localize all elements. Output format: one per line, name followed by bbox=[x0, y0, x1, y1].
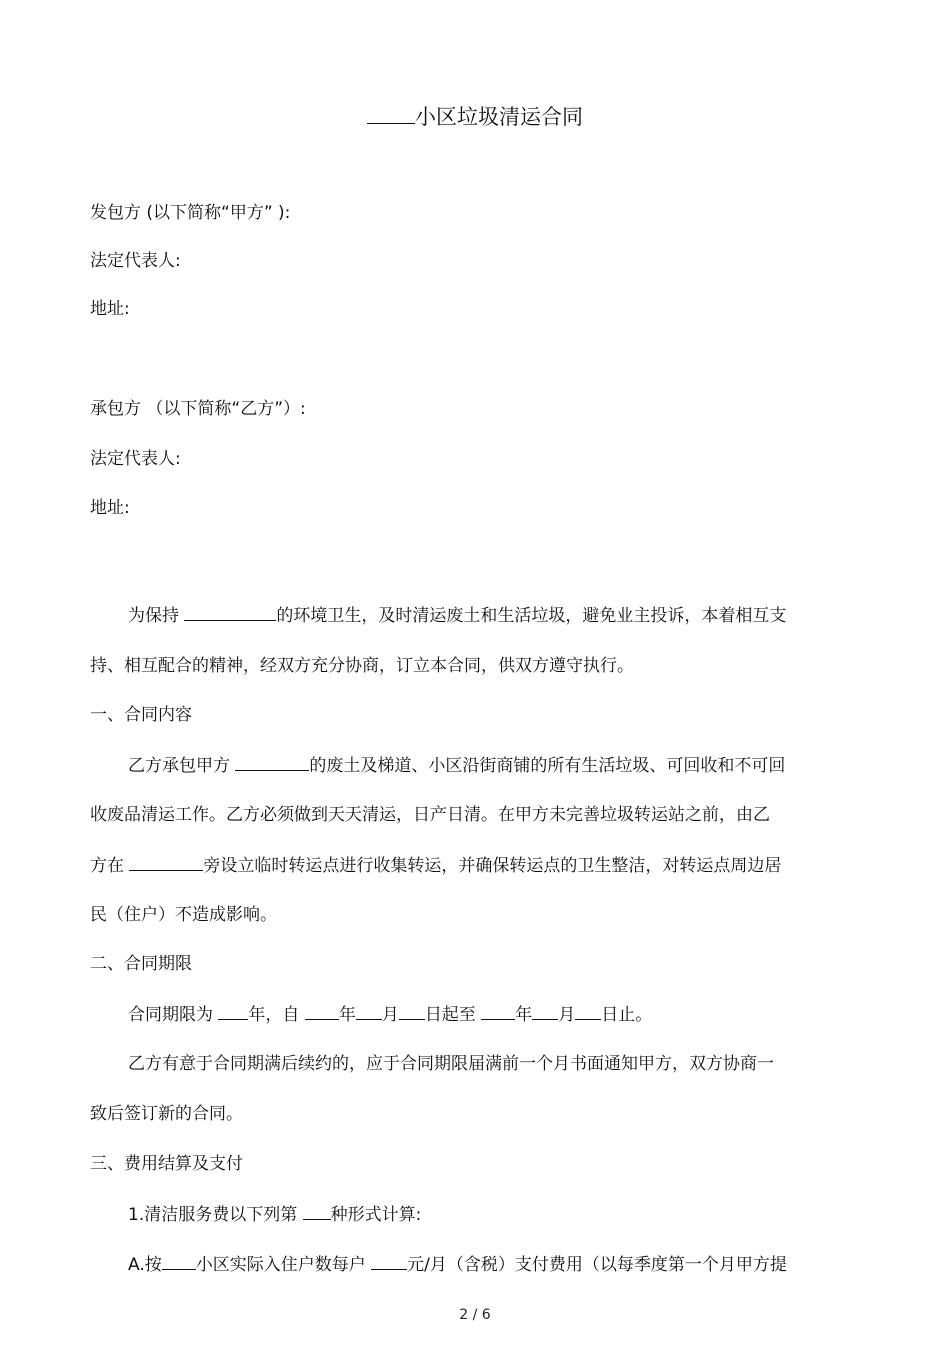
fill-blank bbox=[532, 1003, 558, 1020]
fill-blank bbox=[575, 1003, 601, 1020]
section-1-heading: 一、合同内容 bbox=[90, 705, 192, 725]
renewal-line-2: 致后签订新的合同。 bbox=[90, 1104, 243, 1124]
title-blank bbox=[367, 107, 415, 124]
fill-blank bbox=[371, 1253, 407, 1270]
party-a-rep: 法定代表人: bbox=[90, 251, 181, 271]
fee-item-1: 1.清洁服务费以下列第 种形式计算: bbox=[128, 1205, 422, 1225]
party-b-rep: 法定代表人: bbox=[90, 449, 181, 469]
fill-blank bbox=[129, 854, 203, 871]
s1-line-4: 民（住户）不造成影响。 bbox=[90, 905, 277, 925]
fill-blank bbox=[303, 1203, 331, 1220]
fill-blank bbox=[305, 1003, 339, 1020]
page-number: 2 / 6 bbox=[459, 1307, 491, 1323]
fill-blank bbox=[235, 754, 309, 771]
fill-blank bbox=[356, 1003, 382, 1020]
section-2-heading: 二、合同期限 bbox=[90, 954, 192, 974]
fill-blank bbox=[184, 604, 276, 621]
s1-line-3: 方在 旁设立临时转运点进行收集转运，并确保转运点的卫生整洁，对转运点周边居 bbox=[90, 856, 782, 876]
intro-line-2: 持、相互配合的精神，经双方充分协商，订立本合同，供双方遵守执行。 bbox=[90, 656, 634, 676]
fee-item-a: A.按 小区实际入住户数每户 元/月（含税）支付费用（以每季度第一个月甲方提 bbox=[128, 1255, 787, 1275]
document-title: 小区垃圾清运合同 bbox=[0, 104, 950, 130]
party-b-address: 地址: bbox=[90, 498, 130, 518]
section-3-heading: 三、费用结算及支付 bbox=[90, 1154, 243, 1174]
party-a-address: 地址: bbox=[90, 299, 130, 319]
fill-blank bbox=[162, 1253, 196, 1270]
intro-line-1: 为保持 的环境卫生，及时清运废土和生活垃圾，避免业主投诉，本着相互支 bbox=[128, 606, 787, 626]
s1-line-1: 乙方承包甲方 的废土及梯道、小区沿街商铺的所有生活垃圾、可回收和不可回 bbox=[128, 756, 786, 776]
renewal-line-1: 乙方有意于合同期满后续约的，应于合同期限届满前一个月书面通知甲方，双方协商一 bbox=[128, 1054, 774, 1074]
term-line: 合同期限为 年，自 年 月 日起至 年 月 日止。 bbox=[128, 1005, 653, 1025]
party-b-heading: 承包方 （以下简称“乙方”）: bbox=[90, 399, 306, 419]
fill-blank bbox=[399, 1003, 425, 1020]
party-a-heading: 发包方 (以下简称“甲方” ): bbox=[90, 203, 291, 223]
fill-blank bbox=[218, 1003, 248, 1020]
s1-line-2: 收废品清运工作。乙方必须做到天天清运，日产日清。在甲方未完善垃圾转运站之前，由乙 bbox=[90, 805, 770, 825]
fill-blank bbox=[481, 1003, 515, 1020]
